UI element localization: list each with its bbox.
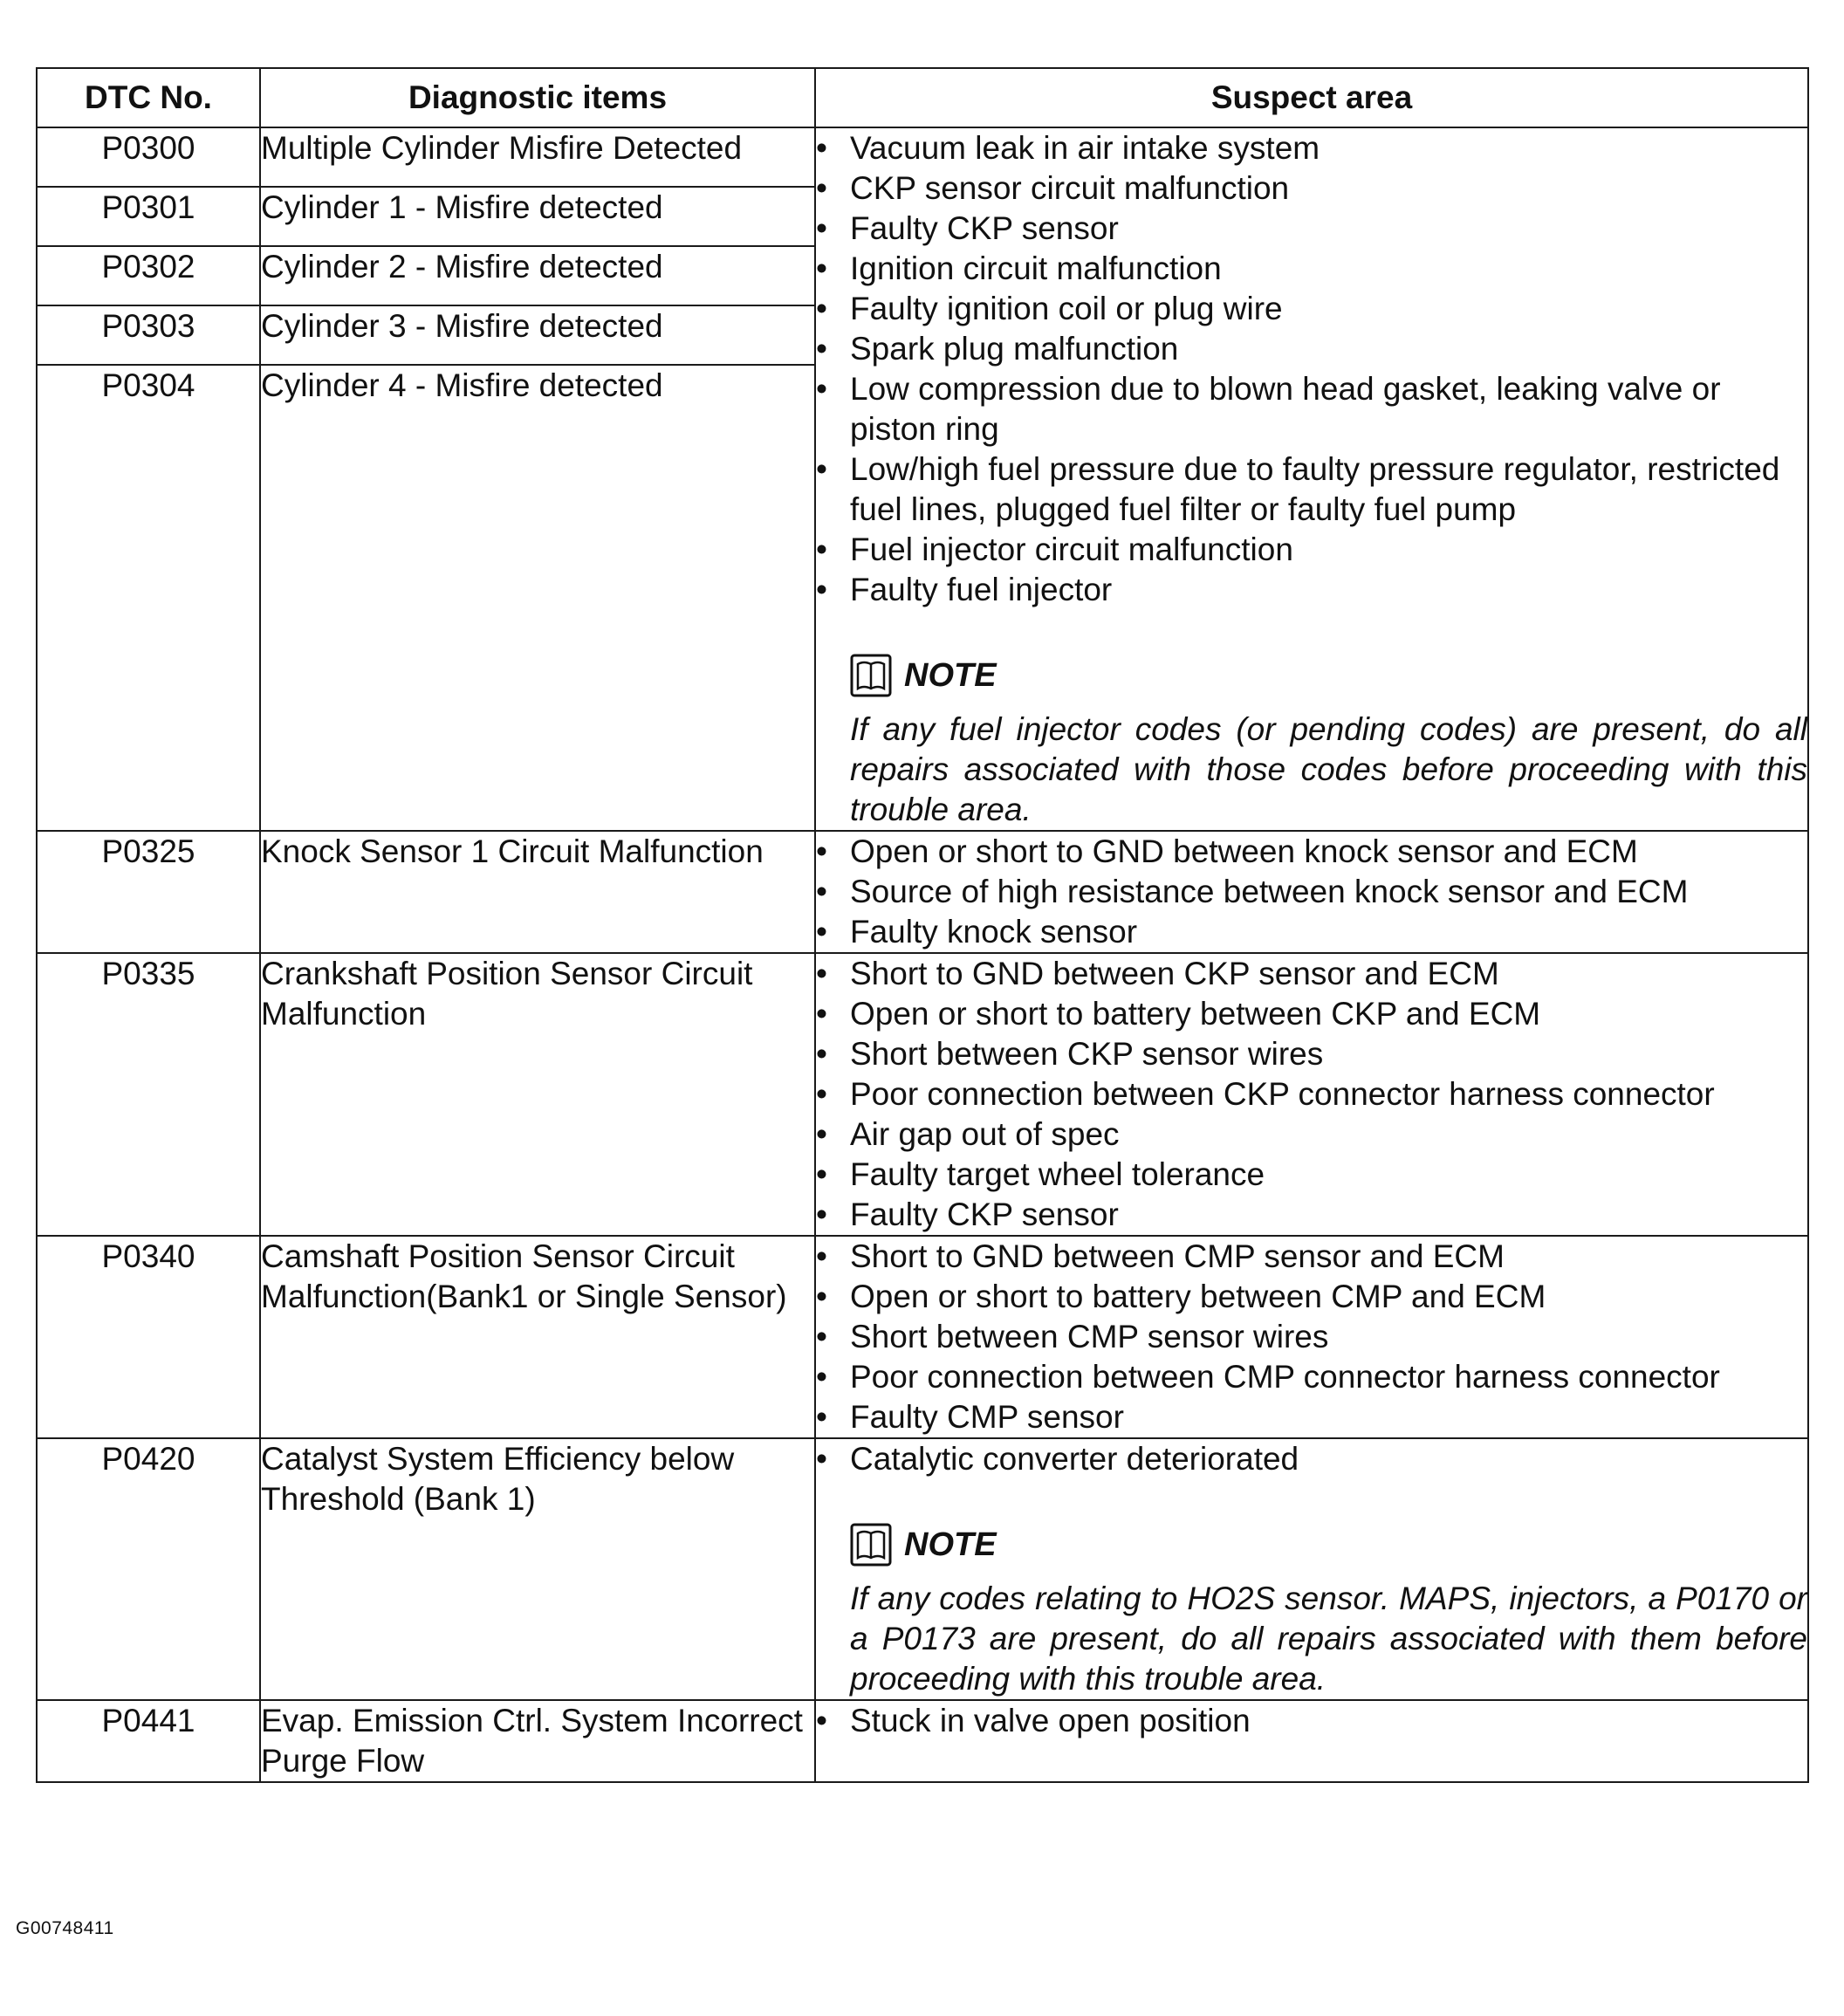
list-item: • Catalytic converter deteriorated [816, 1439, 1807, 1479]
suspect-list [816, 954, 1807, 1235]
note-block [816, 1523, 1807, 1699]
list-item: • Poor connection between CMP connector harness connector [816, 1357, 1807, 1397]
suspect-list [816, 1237, 1807, 1437]
diagnostic-item: Knock Sensor 1 Circuit Malfunction [260, 831, 815, 953]
suspect-area-cell [815, 1700, 1808, 1782]
suspect-list [816, 128, 1807, 610]
note-block [816, 654, 1807, 830]
diagnostic-item: Evap. Emission Ctrl. System Incorrect Purge Flow [260, 1700, 815, 1782]
list-item: • Vacuum leak in air intake system [816, 128, 1807, 168]
suspect-area-cell [815, 1236, 1808, 1438]
diagnostic-item: Cylinder 4 - Misfire detected [260, 365, 815, 831]
diagnostic-item: Camshaft Position Sensor Circuit Malfunction(Bank1 or Single Sensor) [260, 1236, 815, 1438]
header-suspect-area: Suspect area [815, 68, 1808, 127]
table-row [37, 1700, 1808, 1782]
suspect-area-cell [815, 1438, 1808, 1700]
note-text: If any fuel injector codes (or pending codes) are present, do all repairs associated with those codes before proceeding with this trouble area. [850, 711, 1807, 827]
list-item: • CKP sensor circuit malfunction [816, 168, 1807, 209]
dtc-code: P0420 [37, 1438, 260, 1700]
diagnostic-item: Multiple Cylinder Misfire Detected [260, 127, 815, 187]
list-item: • Short between CKP sensor wires [816, 1034, 1807, 1074]
list-item: • Stuck in valve open position [816, 1701, 1807, 1741]
list-item: • Air gap out of spec [816, 1114, 1807, 1155]
list-item: • Short between CMP sensor wires [816, 1317, 1807, 1357]
list-item: • Low/high fuel pressure due to faulty pressure regulator, restricted fuel lines, plugged fuel filter or faulty fuel pump [816, 449, 1807, 530]
list-item: • Faulty CMP sensor [816, 1397, 1807, 1437]
list-item: • Open or short to battery between CKP and ECM [816, 994, 1807, 1034]
list-item: • Fuel injector circuit malfunction [816, 530, 1807, 570]
figure-id: G00748411 [16, 1918, 114, 1938]
list-item: • Ignition circuit malfunction [816, 249, 1807, 289]
list-item: • Short to GND between CKP sensor and ECM [816, 954, 1807, 994]
list-item: • Source of high resistance between knock sensor and ECM [816, 872, 1807, 912]
dtc-code: P0325 [37, 831, 260, 953]
suspect-area-cell [815, 127, 1808, 831]
manual-book-icon [850, 1523, 892, 1567]
table-row [37, 1236, 1808, 1438]
dtc-code: P0304 [37, 365, 260, 831]
list-item: • Poor connection between CKP connector harness connector [816, 1074, 1807, 1114]
list-item: • Low compression due to blown head gasket, leaking valve or piston ring [816, 369, 1807, 449]
list-item: • Faulty fuel injector [816, 570, 1807, 610]
header-row [37, 68, 1808, 127]
table-row [37, 831, 1808, 953]
table-row [37, 953, 1808, 1236]
list-item: • Faulty CKP sensor [816, 1195, 1807, 1235]
list-item: • Faulty knock sensor [816, 912, 1807, 952]
list-item: • Faulty target wheel tolerance [816, 1155, 1807, 1195]
suspect-list [816, 1701, 1807, 1741]
dtc-code: P0300 [37, 127, 260, 187]
dtc-code: P0441 [37, 1700, 260, 1782]
diagnostic-item: Cylinder 3 - Misfire detected [260, 305, 815, 365]
dtc-code: P0335 [37, 953, 260, 1236]
suspect-list [816, 1439, 1807, 1479]
dtc-table [36, 67, 1809, 1783]
note-label: NOTE [904, 1526, 997, 1563]
suspect-area-cell [815, 953, 1808, 1236]
dtc-code: P0301 [37, 187, 260, 246]
dtc-code: P0302 [37, 246, 260, 305]
manual-book-icon [850, 654, 892, 697]
note-text: If any codes relating to HO2S sensor. MAPS, injectors, a P0170 or a P0173 are present, do all repairs associated with them before proceeding with this trouble area. [850, 1581, 1807, 1697]
list-item: • Faulty ignition coil or plug wire [816, 289, 1807, 329]
dtc-code: P0303 [37, 305, 260, 365]
list-item: • Faulty CKP sensor [816, 209, 1807, 249]
diagnostic-item: Cylinder 2 - Misfire detected [260, 246, 815, 305]
list-item: • Open or short to battery between CMP and ECM [816, 1277, 1807, 1317]
header-dtc-no: DTC No. [37, 68, 260, 127]
dtc-code: P0340 [37, 1236, 260, 1438]
header-diagnostic-items: Diagnostic items [260, 68, 815, 127]
suspect-area-cell [815, 831, 1808, 953]
diagnostic-item: Crankshaft Position Sensor Circuit Malfunction [260, 953, 815, 1236]
table-row [37, 127, 1808, 187]
list-item: • Short to GND between CMP sensor and ECM [816, 1237, 1807, 1277]
diagnostic-item: Cylinder 1 - Misfire detected [260, 187, 815, 246]
list-item: • Open or short to GND between knock sensor and ECM [816, 832, 1807, 872]
list-item: • Spark plug malfunction [816, 329, 1807, 369]
table-row [37, 1438, 1808, 1700]
note-label: NOTE [904, 657, 997, 694]
suspect-list [816, 832, 1807, 952]
diagnostic-item: Catalyst System Efficiency below Threshold (Bank 1) [260, 1438, 815, 1700]
